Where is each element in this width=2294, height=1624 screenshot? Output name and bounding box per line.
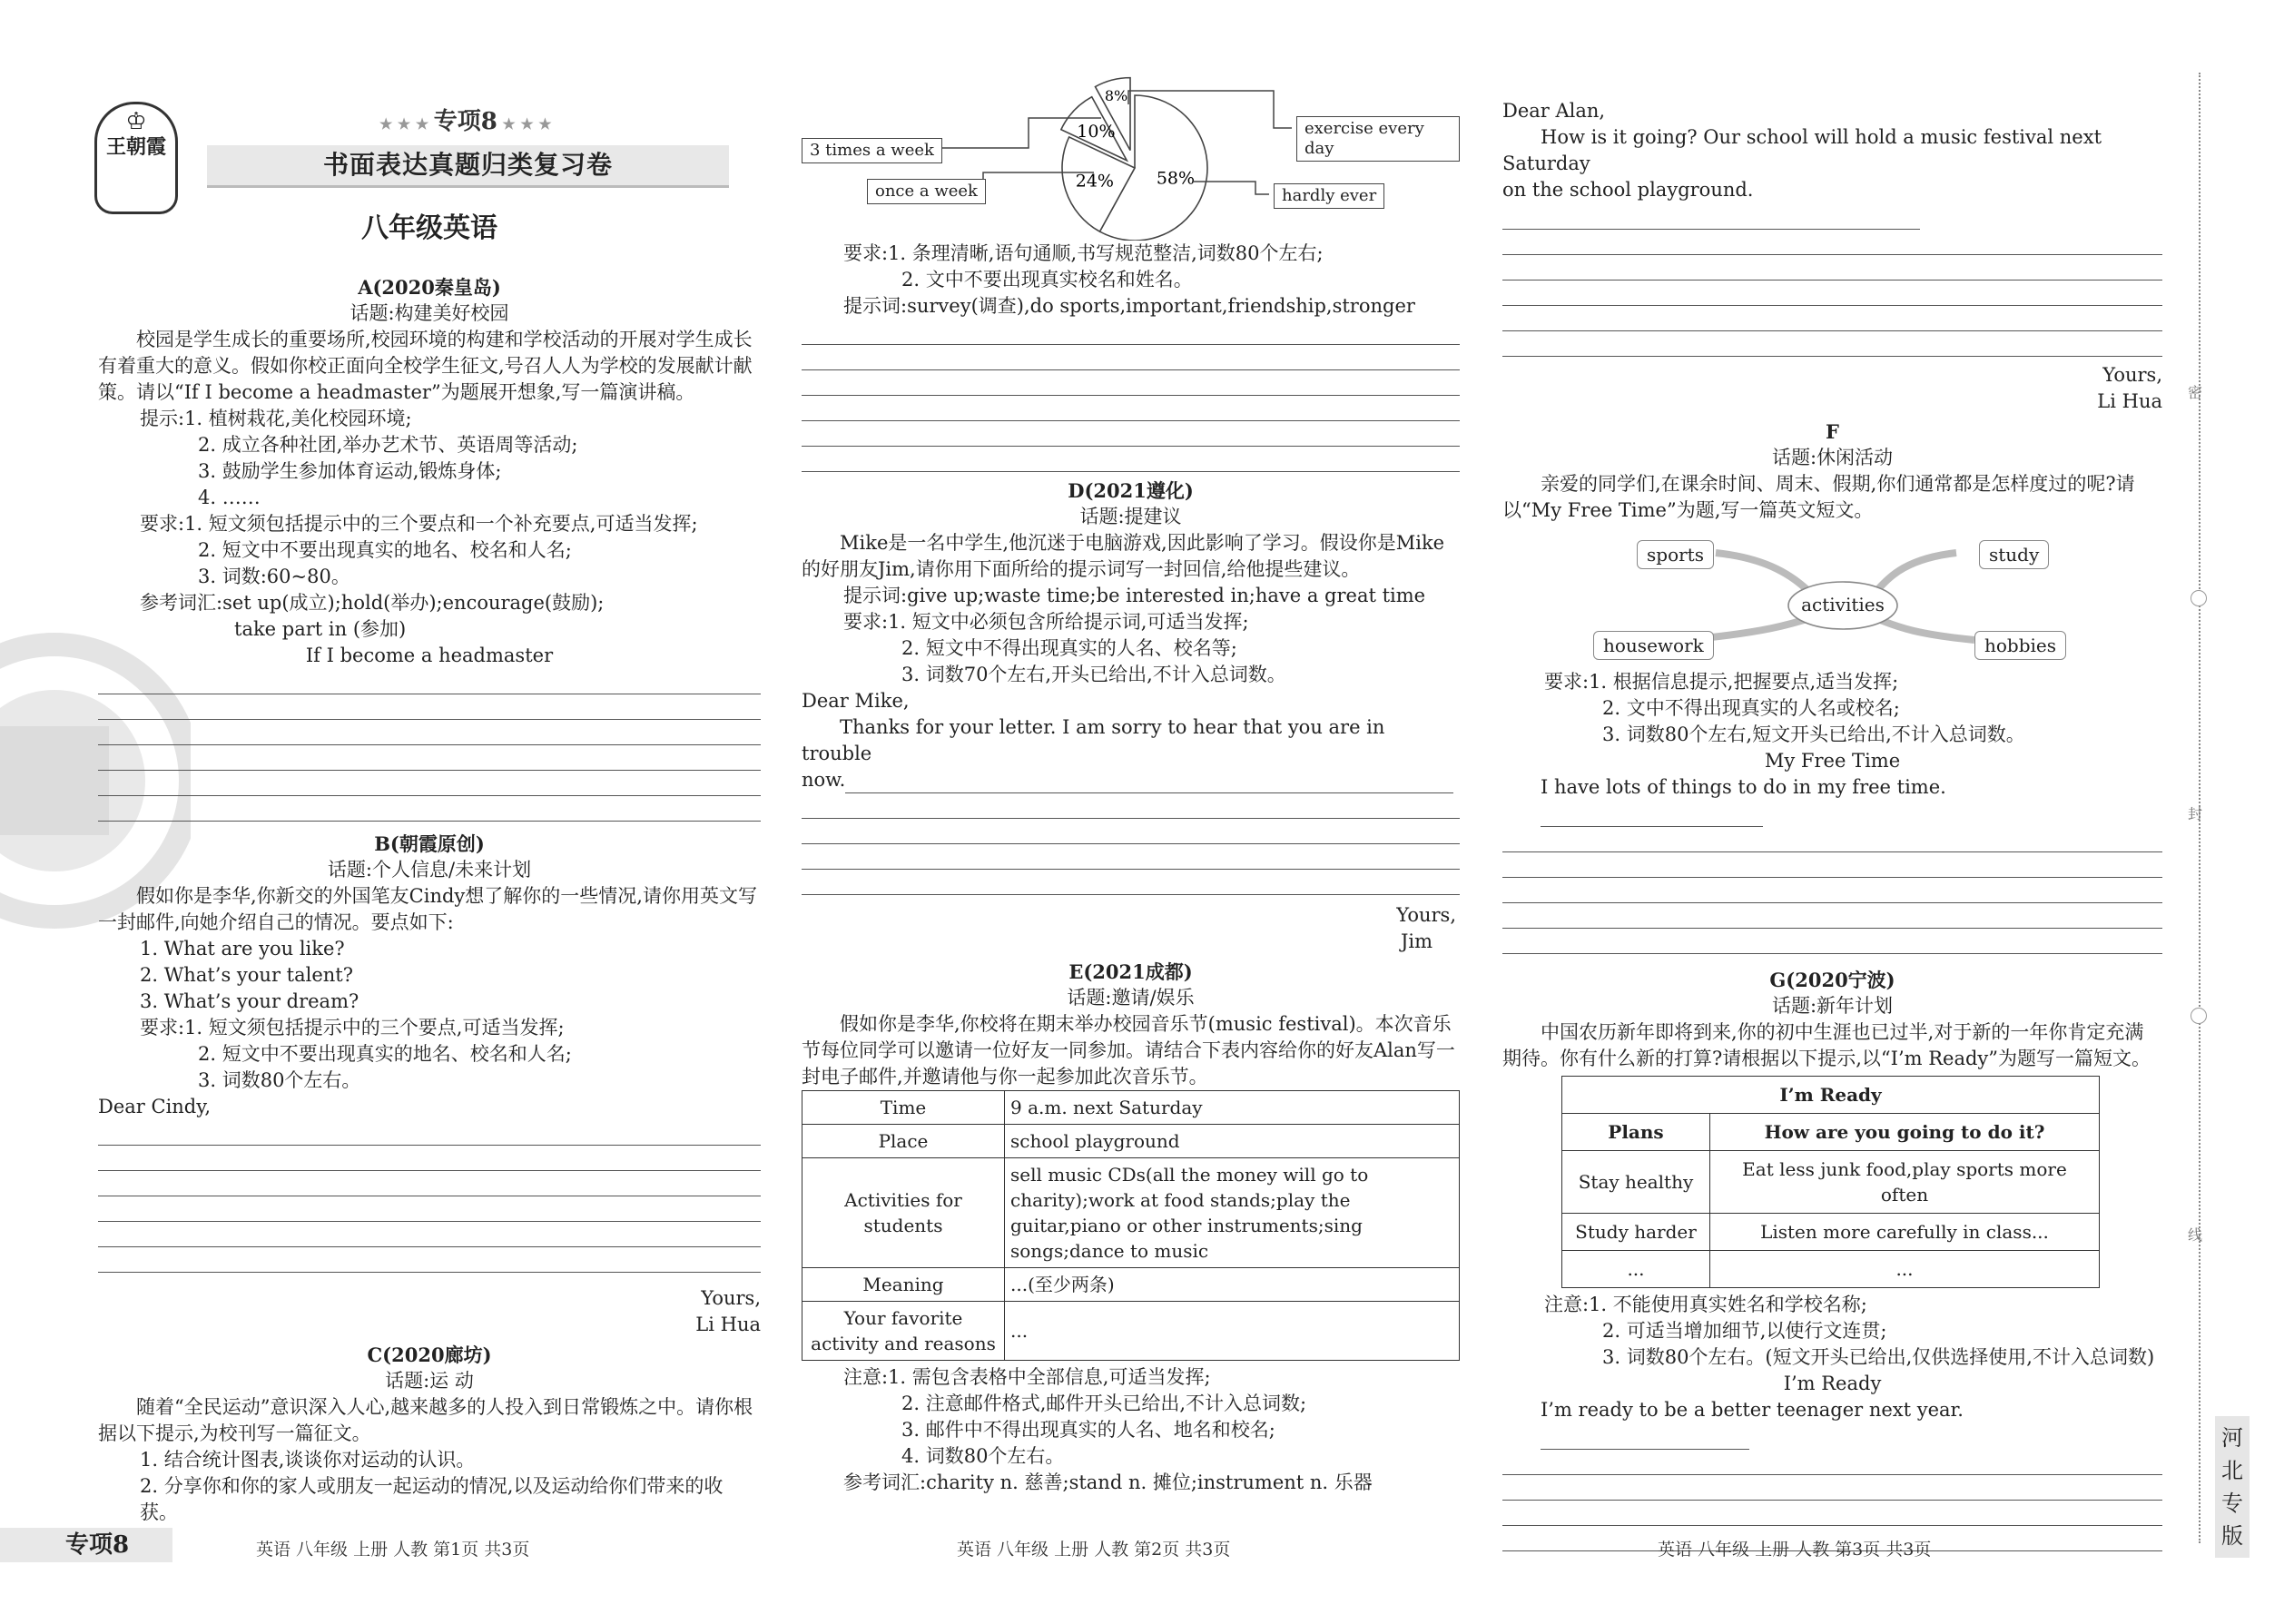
table-cell: ... — [1562, 1251, 1710, 1288]
section-d-requirement: 要求:1. 短文中必须包含所给提示词,可适当发挥; — [843, 611, 1249, 633]
section-b-requirement: 要求:1. 短文须包括提示中的三个要点,可适当发挥; — [140, 1017, 565, 1038]
section-a-vocab: take part in (参加) — [234, 618, 407, 640]
section-e-vocab: 参考词汇:charity n. 慈善;stand n. 摊位;instrument n. 乐器 — [843, 1471, 1373, 1493]
section-b-question: 3. What’s your dream? — [140, 990, 359, 1012]
section-c-intro: 随着“全民运动”意识深入人心,越来越多的人投入到日常锻炼之中。请你根据以下提示,为校刊写一篇征文。 — [98, 1396, 753, 1444]
table-cell: Study harder — [1562, 1214, 1710, 1251]
table-row — [1562, 1251, 2100, 1288]
section-e-salutation: Dear Alan, — [1502, 100, 1606, 122]
table-cell: Listen more carefully in class... — [1710, 1214, 2100, 1251]
label-exercise-every-day: exercise every day — [1296, 116, 1460, 162]
header — [98, 0, 761, 263]
table-cell-value: ...(至少两条) — [1005, 1268, 1460, 1302]
page-subtitle: 书面表达真题归类复习卷 — [322, 150, 613, 180]
section-c-requirement: 2. 文中不要出现真实校名和姓名。 — [901, 269, 1193, 290]
table-title-row — [1562, 1077, 2100, 1114]
section-a-hint: 4. …… — [198, 487, 261, 508]
writing-line[interactable] — [1502, 852, 2162, 878]
section-f-title: F — [1826, 420, 1839, 443]
section-e-opening-end: on the school playground. — [1502, 177, 2162, 230]
subtitle-banner — [207, 145, 729, 188]
section-a-requirement: 3. 词数:60~80。 — [198, 566, 350, 587]
binding-hole — [2191, 590, 2207, 606]
section-c-hints: 提示词:survey(调查),do sports,important,friendship,stronger — [843, 295, 1415, 317]
section-e-topic: 话题:邀请/娱乐 — [1067, 987, 1195, 1009]
writing-line[interactable] — [98, 771, 761, 796]
writing-line[interactable] — [98, 1146, 761, 1171]
writing-line[interactable] — [1502, 929, 2162, 954]
section-f-requirement: 要求:1. 根据信息提示,把握要点,适当发挥; — [1544, 671, 1899, 693]
section-b-requirement: 2. 短文中不要出现真实的地名、校名和人名; — [198, 1043, 572, 1065]
pie-chart-area — [802, 0, 1460, 241]
section-b-signature: Li Hua — [695, 1314, 761, 1335]
table-cell-value: school playground — [1005, 1125, 1460, 1158]
table-row — [802, 1158, 1460, 1268]
table-cell-value: sell music CDs(all the money will go to charity);work at food stands;play the guitar,piano or other instruments;sing songs;dance to music — [1005, 1158, 1460, 1268]
crown-icon: ♔ — [125, 108, 147, 135]
writing-line[interactable] — [98, 1196, 761, 1222]
table-row — [802, 1091, 1460, 1125]
section-g-note: 2. 可适当增加细节,以使行文连贯; — [1602, 1320, 1887, 1342]
edition-tab: 河北专版 — [2215, 1416, 2250, 1558]
mind-map-center: activities — [1801, 594, 1885, 615]
section-b-question: 1. What are you like? — [140, 938, 345, 960]
section-d-closing: Yours, — [1396, 904, 1456, 926]
pie-slice-label: 58% — [1156, 168, 1196, 189]
table-cell-key: Time — [802, 1091, 1005, 1125]
grade-title: 八年级英语 — [361, 212, 497, 244]
writing-line[interactable] — [845, 773, 1453, 793]
plan-table-header: How are you going to do it? — [1710, 1114, 2100, 1151]
writing-line[interactable] — [802, 421, 1460, 447]
section-g-note: 注意:1. 不能使用真实姓名和学校名称; — [1544, 1294, 1867, 1315]
writing-line[interactable] — [1502, 827, 2162, 852]
seal-mark: 密 — [2188, 384, 2203, 401]
writing-line[interactable] — [802, 844, 1460, 870]
table-cell: ... — [1710, 1251, 2100, 1288]
section-a-requirement: 要求:1. 短文须包括提示中的三个要点和一个补充要点,可适当发挥; — [140, 513, 698, 535]
writing-line[interactable] — [98, 1222, 761, 1247]
writing-line[interactable] — [1502, 281, 2162, 306]
section-a-hint: 3. 鼓励学生参加体育运动,锻炼身体; — [198, 460, 502, 482]
section-b-topic: 话题:个人信息/未来计划 — [327, 859, 532, 881]
writing-line[interactable] — [802, 819, 1460, 844]
label-hardly-ever: hardly ever — [1274, 183, 1384, 209]
pie-slice-label: 8% — [1104, 87, 1128, 105]
table-cell-key: Meaning — [802, 1268, 1005, 1302]
section-g-essay-title: I’m Ready — [1783, 1373, 1882, 1394]
table-header-row — [1562, 1114, 2100, 1151]
binding-hole — [2191, 1008, 2207, 1024]
special-title: ★ ★ ★ 专项8 ★ ★ ★ — [379, 108, 552, 135]
section-a-requirement: 2. 短文中不要出现真实的地名、校名和人名; — [198, 539, 572, 561]
table-cell: Eat less junk food,play sports more often — [1710, 1151, 2100, 1214]
pie-slice-label: 10% — [1077, 122, 1116, 143]
table-row — [1562, 1151, 2100, 1214]
table-cell: Stay healthy — [1562, 1151, 1710, 1214]
column-1 — [98, 0, 761, 1526]
writing-line[interactable] — [98, 1171, 761, 1196]
seal-mark: 封 — [2188, 805, 2203, 822]
table-cell-key: Activities for students — [802, 1158, 1005, 1268]
writing-line[interactable] — [802, 345, 1460, 370]
mind-map-node-hobbies: hobbies — [1974, 631, 2066, 660]
footer-page-3: 英语 八年级 上册 人教 第3页 共3页 — [1658, 1540, 1932, 1560]
writing-line[interactable] — [98, 1247, 761, 1273]
table-cell-value: 9 a.m. next Saturday — [1005, 1091, 1460, 1125]
writing-line[interactable] — [1502, 209, 1920, 230]
section-g-opening: I’m ready to be a better teenager next year. — [1502, 1397, 2162, 1450]
table-row — [802, 1125, 1460, 1158]
footer-page-1: 英语 八年级 上册 人教 第1页 共3页 — [256, 1540, 530, 1560]
section-f-requirement: 3. 词数80个左右,短文开头已给出,不计入总词数。 — [1602, 723, 2025, 745]
label-3-times-a-week: 3 times a week — [802, 138, 942, 163]
section-a-vocab: 参考词汇:set up(成立);hold(举办);encourage(鼓励); — [140, 592, 605, 614]
brand-name: 王朝霞 — [105, 135, 166, 159]
section-d-topic: 话题:提建议 — [1079, 506, 1182, 527]
section-e-note: 注意:1. 需包含表格中全部信息,可适当发挥; — [843, 1366, 1211, 1388]
writing-line[interactable] — [802, 396, 1460, 421]
mind-map — [1502, 524, 2162, 669]
section-b-question: 2. What’s your talent? — [140, 964, 353, 986]
festival-info-table — [802, 1090, 1460, 1361]
section-d-intro: Mike是一名中学生,他沉迷于电脑游戏,因此影响了学习。假设你是Mike的好朋友Jim,请你用下面所给的提示词写一封回信,给他提些建议。 — [802, 532, 1445, 580]
section-a-essay-title: If I become a headmaster — [305, 645, 554, 666]
section-a-hint: 提示:1. 植树栽花,美化校园环境; — [140, 408, 412, 429]
section-a-intro: 校园是学生成长的重要场所,校园环境的构建和学校活动的开展对学生成长有着重大的意义。假如你校正面向全校学生征文,号召人人为学校的发展献计献策。请以“If I become a headmaster”为题展开想象,写一篇演讲稿。 — [98, 329, 753, 403]
section-f-opening: I have lots of things to do in my free time. — [1502, 774, 2162, 827]
pie-slice-label: 24% — [1075, 171, 1114, 192]
footer-badge — [0, 1528, 172, 1562]
table-cell-key: Place — [802, 1125, 1005, 1158]
section-d-opening-end: now. — [802, 767, 1460, 793]
section-d-signature: Jim — [1400, 930, 1433, 952]
section-a-hint: 2. 成立各种社团,举办艺术节、英语周等活动; — [198, 434, 578, 456]
table-cell-value: ... — [1005, 1302, 1460, 1361]
table-cell-key: Your favorite activity and reasons — [802, 1302, 1005, 1361]
section-d-hints: 提示词:give up;waste time;be interested in;have a great time — [843, 585, 1426, 606]
section-d-requirement: 3. 词数70个左右,开头已给出,不计入总词数。 — [901, 664, 1286, 685]
section-f-topic: 话题:休闲活动 — [1771, 447, 1894, 468]
section-e-signature: Li Hua — [2097, 390, 2162, 412]
section-g-topic: 话题:新年计划 — [1771, 995, 1894, 1017]
section-d-opening: Thanks for your letter. I am sorry to hear that you are in trouble — [802, 716, 1385, 764]
section-g-title: G(2020宁波) — [1769, 969, 1895, 991]
writing-line[interactable] — [1502, 230, 2162, 255]
writing-line[interactable] — [1502, 255, 2162, 281]
section-b-salutation: Dear Cindy, — [98, 1096, 212, 1117]
section-g-intro: 中国农历新年即将到来,你的初中生涯也已过半,对于新的一年你肯定充满期待。你有什么新的打算?请根据以下提示,以“I’m Ready”为题写一篇短文。 — [1502, 1021, 2151, 1069]
section-a-title: A(2020秦皇岛) — [358, 276, 501, 299]
writing-line[interactable] — [802, 320, 1460, 345]
section-b-requirement: 3. 词数80个左右。 — [198, 1069, 361, 1091]
section-a-topic: 话题:构建美好校园 — [350, 302, 509, 324]
writing-line[interactable] — [98, 796, 761, 822]
mind-map-node-housework: housework — [1593, 631, 1714, 660]
writing-line[interactable] — [98, 694, 761, 720]
seal-mark: 线 — [2188, 1226, 2203, 1244]
brand-logo — [94, 102, 178, 214]
writing-line[interactable] — [1541, 806, 1763, 827]
section-e-note: 4. 词数80个左右。 — [901, 1445, 1065, 1467]
section-c-requirement: 要求:1. 条理清晰,语句通顺,书写规范整洁,词数80个左右; — [843, 242, 1324, 264]
section-e-note: 3. 邮件中不得出现真实的人名、地名和校名; — [901, 1419, 1275, 1441]
section-d-requirement: 2. 短文中不得出现真实的人名、校名等; — [901, 637, 1237, 659]
writing-line[interactable] — [98, 669, 761, 694]
star-icon: ★ ★ ★ — [379, 115, 434, 133]
writing-line[interactable] — [98, 1120, 761, 1146]
section-b-intro: 假如你是李华,你新交的外国笔友Cindy想了解你的一些情况,请你用英文写一封邮件,向她介绍自己的情况。要点如下: — [98, 885, 757, 933]
section-d-salutation: Dear Mike, — [802, 690, 910, 712]
writing-line[interactable] — [802, 447, 1460, 472]
writing-line[interactable] — [802, 370, 1460, 396]
section-b-title: B(朝霞原创) — [374, 832, 485, 855]
section-c-point: 1. 结合统计图表,谈谈你对运动的认识。 — [140, 1449, 476, 1471]
writing-line[interactable] — [1502, 1450, 2162, 1475]
table-row — [802, 1302, 1460, 1361]
plan-table-header: Plans — [1562, 1114, 1710, 1151]
writing-line[interactable] — [1541, 1429, 1749, 1450]
mind-map-node-sports: sports — [1637, 540, 1714, 569]
section-e-note: 2. 注意邮件格式,邮件开头已给出,不计入总词数; — [901, 1393, 1307, 1414]
section-c-title: C(2020廊坊) — [367, 1343, 492, 1366]
section-f-essay-title: My Free Time — [1764, 750, 1901, 772]
writing-line[interactable] — [1502, 331, 2162, 357]
writing-line[interactable] — [802, 793, 1460, 819]
section-e-closing: Yours, — [2102, 364, 2162, 386]
section-e-title: E(2021成都) — [1068, 960, 1193, 983]
writing-line[interactable] — [802, 870, 1460, 895]
writing-line[interactable] — [1502, 1475, 2162, 1501]
section-g-note: 3. 词数80个左右。(短文开头已给出,仅供选择使用,不计入总词数) — [1602, 1346, 2155, 1368]
footer-special: 专项8 — [65, 1531, 130, 1559]
writing-line[interactable] — [1502, 1501, 2162, 1526]
table-row — [802, 1268, 1460, 1302]
footer-page-2: 英语 八年级 上册 人教 第2页 共3页 — [957, 1540, 1231, 1560]
mind-map-node-study: study — [1979, 540, 2049, 569]
label-once-a-week: once a week — [867, 179, 986, 204]
writing-line[interactable] — [98, 720, 761, 745]
plan-table — [1561, 1076, 2100, 1288]
section-e-opening: How is it going? Our school will hold a music festival next Saturday — [1502, 126, 2102, 174]
plan-table-title: I’m Ready — [1562, 1077, 2100, 1114]
section-d-title: D(2021遵化) — [1068, 479, 1194, 502]
section-b-closing: Yours, — [701, 1287, 761, 1309]
section-c-point: 2. 分享你和你的家人或朋友一起运动的情况,以及运动给你们带来的收获。 — [140, 1475, 724, 1523]
star-icon: ★ ★ ★ — [497, 115, 552, 133]
column-2 — [802, 0, 1460, 1496]
writing-line[interactable] — [1502, 878, 2162, 903]
writing-line[interactable] — [1502, 903, 2162, 929]
writing-line[interactable] — [98, 745, 761, 771]
writing-line[interactable] — [1502, 306, 2162, 331]
section-f-requirement: 2. 文中不得出现真实的人名或校名; — [1602, 697, 1900, 719]
section-f-intro: 亲爱的同学们,在课余时间、周末、假期,你们通常都是怎样度过的呢?请以“My Free Time”为题,写一篇英文短文。 — [1502, 473, 2135, 521]
table-row — [1562, 1214, 2100, 1251]
column-3 — [1502, 98, 2162, 1551]
section-c-topic: 话题:运 动 — [385, 1370, 474, 1392]
section-e-intro: 假如你是李华,你校将在期末举办校园音乐节(music festival)。本次音乐节每位同学可以邀请一位好友一同参加。请结合下表内容给你的好友Alan写一封电子邮件,并邀请他与你一起参加此次音乐节。 — [802, 1013, 1455, 1088]
